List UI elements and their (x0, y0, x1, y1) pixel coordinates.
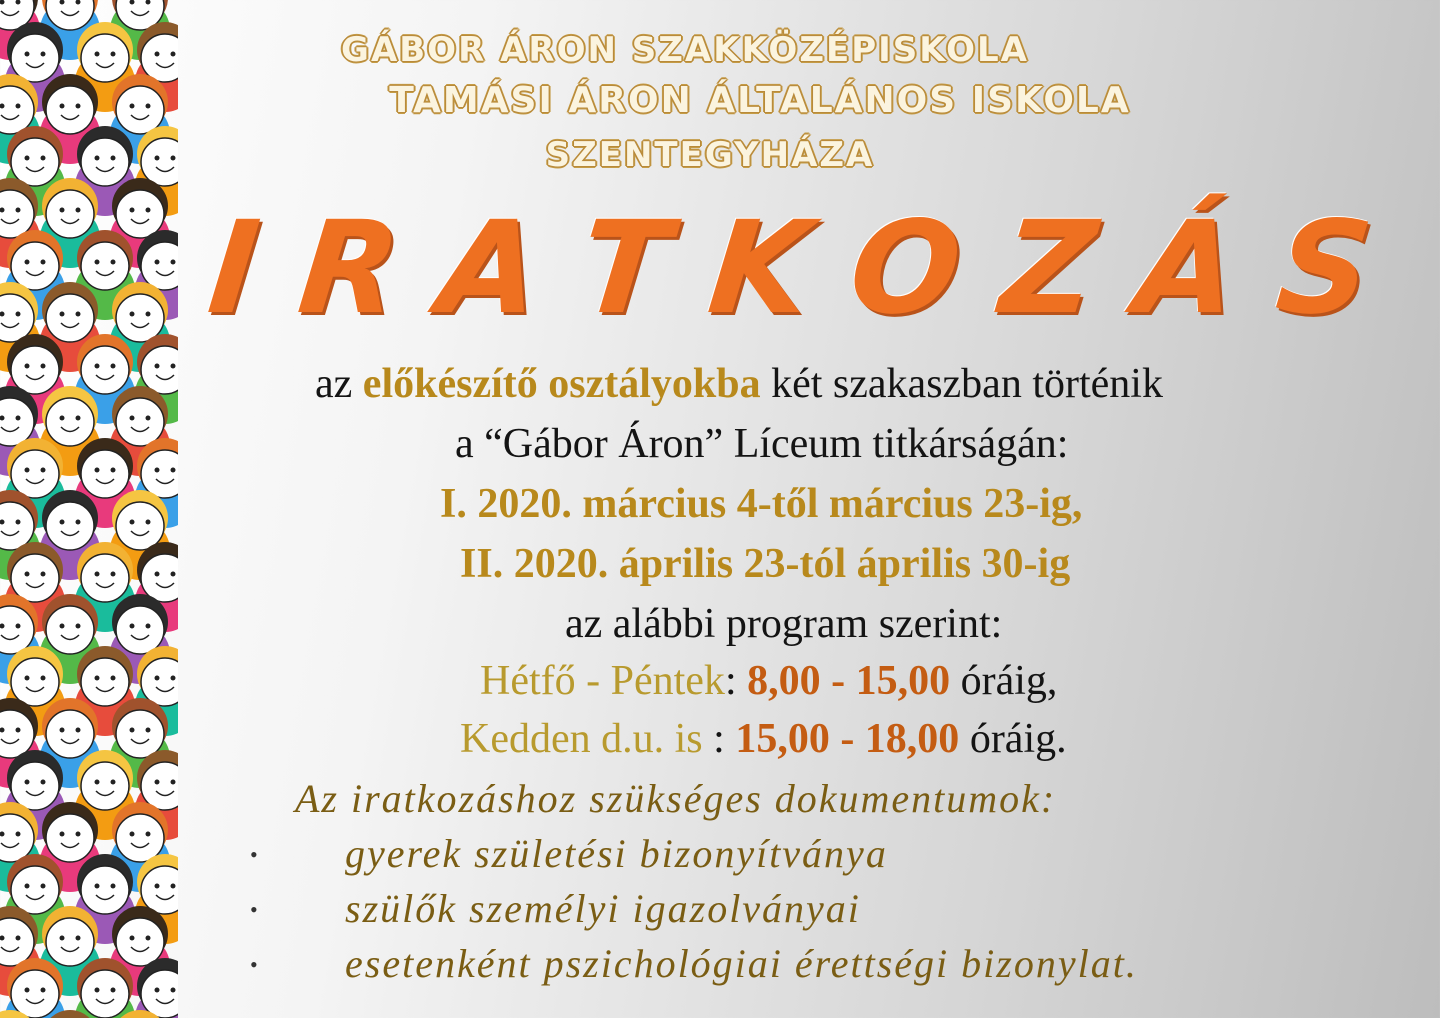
schedule-intro: az alábbi program szerint: (565, 601, 1003, 647)
bullet-icon: • (250, 952, 260, 977)
schedule-tuesday (0, 718, 1440, 760)
schedule-weekdays (0, 660, 1440, 702)
period-2: II. 2020. április 23-tól április 30-ig (460, 541, 1071, 587)
title-letter: Á (1129, 194, 1244, 343)
intro-line (0, 363, 1440, 405)
colon: : (713, 716, 736, 762)
title-letter: K (702, 194, 818, 343)
intro-text-a: az (315, 361, 363, 407)
intro-highlight: előkészítő osztályokba (362, 361, 761, 407)
title-letter: R (291, 194, 406, 343)
hours-suffix: óráig. (959, 716, 1067, 762)
title-letter: S (1270, 194, 1378, 343)
bullet-icon: • (250, 842, 260, 867)
weekday-hours: 8,00 - 15,00 (747, 658, 951, 704)
main-title (202, 194, 1378, 343)
period-1: I. 2020. március 4-től március 23-ig, (440, 481, 1083, 527)
town-name: SZENTEGYHÁZA (545, 135, 875, 175)
colon: : (724, 658, 748, 704)
document-item-text: esetenként pszichológiai érettségi bizonylat. (345, 941, 1138, 986)
title-letter: Z (994, 194, 1103, 343)
title-letter: A (432, 194, 547, 343)
bullet-icon: • (250, 897, 260, 922)
title-letter: O (843, 194, 969, 343)
document-item-text: gyerek születési bizonyítványa (345, 831, 888, 876)
document-item-text: szülők személyi igazolványai (345, 886, 861, 931)
tuesday-label: Kedden d.u. is (460, 716, 714, 762)
weekday-label: Hétfő - Péntek (480, 658, 725, 704)
hours-suffix: óráig, (950, 658, 1058, 704)
title-letter: T (573, 194, 677, 343)
school-name-1: GÁBOR ÁRON SZAKKÖZÉPISKOLA (341, 30, 1029, 70)
school-name-2: TAMÁSI ÁRON ÁLTALÁNOS ISKOLA (389, 80, 1131, 121)
tuesday-hours: 15,00 - 18,00 (735, 716, 960, 762)
intro-text-c: két szakaszban történik (760, 361, 1163, 407)
documents-title: Az iratkozáshoz szükséges dokumentumok: (295, 776, 1057, 821)
title-letter: I (202, 194, 266, 343)
location-line: a “Gábor Áron” Líceum titkárságán: (455, 421, 1069, 467)
